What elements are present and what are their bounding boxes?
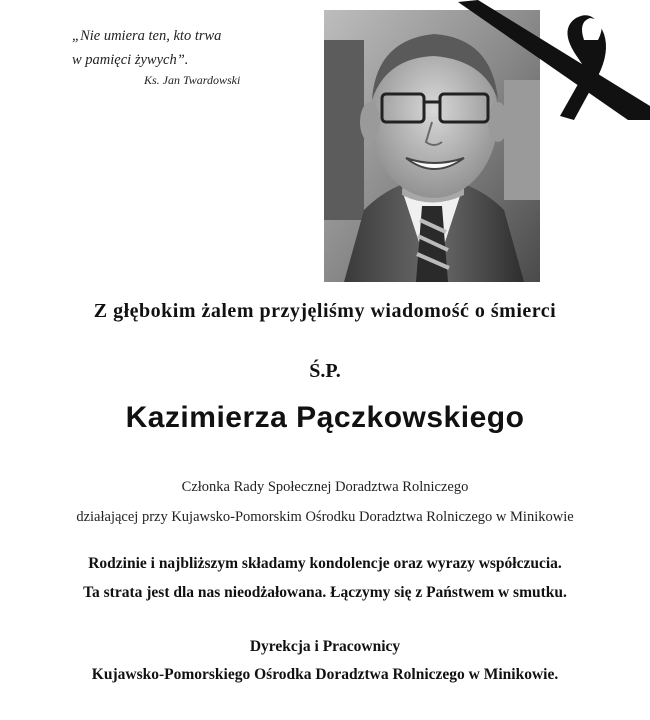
role-description bbox=[0, 472, 650, 532]
role-line-1: Członka Rady Społecznej Doradztwa Rolniczego bbox=[181, 479, 469, 495]
signature-line-2: Kujawsko-Pomorskiego Ośrodka Doradztwa Rolniczego w Minikowie. bbox=[91, 666, 559, 683]
quote-line-1: „Nie umiera ten, kto trwa bbox=[72, 28, 222, 44]
signature bbox=[0, 633, 650, 689]
role-line-2: działającej przy Kujawsko-Pomorskim Ośrodku Doradztwa Rolniczego w Minikowie bbox=[76, 509, 574, 525]
announcement-intro: Z głębokim żalem przyjęliśmy wiadomość o śmierci bbox=[93, 300, 557, 322]
quote-line-2: w pamięci żywych”. bbox=[72, 52, 189, 68]
deceased-name: Kazimierza Pączkowskiego bbox=[125, 401, 525, 434]
memorial-quote bbox=[72, 24, 312, 88]
honorific: Ś.P. bbox=[309, 360, 341, 382]
quote-author: Ks. Jan Twardowski bbox=[144, 73, 241, 87]
signature-line-1: Dyrekcja i Pracownicy bbox=[249, 638, 401, 655]
condolences-line-2: Ta strata jest dla nas nieodżałowana. Łączymy się z Państwem w smutku. bbox=[83, 584, 567, 601]
condolences bbox=[0, 549, 650, 607]
condolences-line-1: Rodzinie i najbliższym składamy kondolencje oraz wyrazy współczucia. bbox=[88, 555, 562, 572]
mourning-ribbon-icon bbox=[458, 0, 650, 120]
